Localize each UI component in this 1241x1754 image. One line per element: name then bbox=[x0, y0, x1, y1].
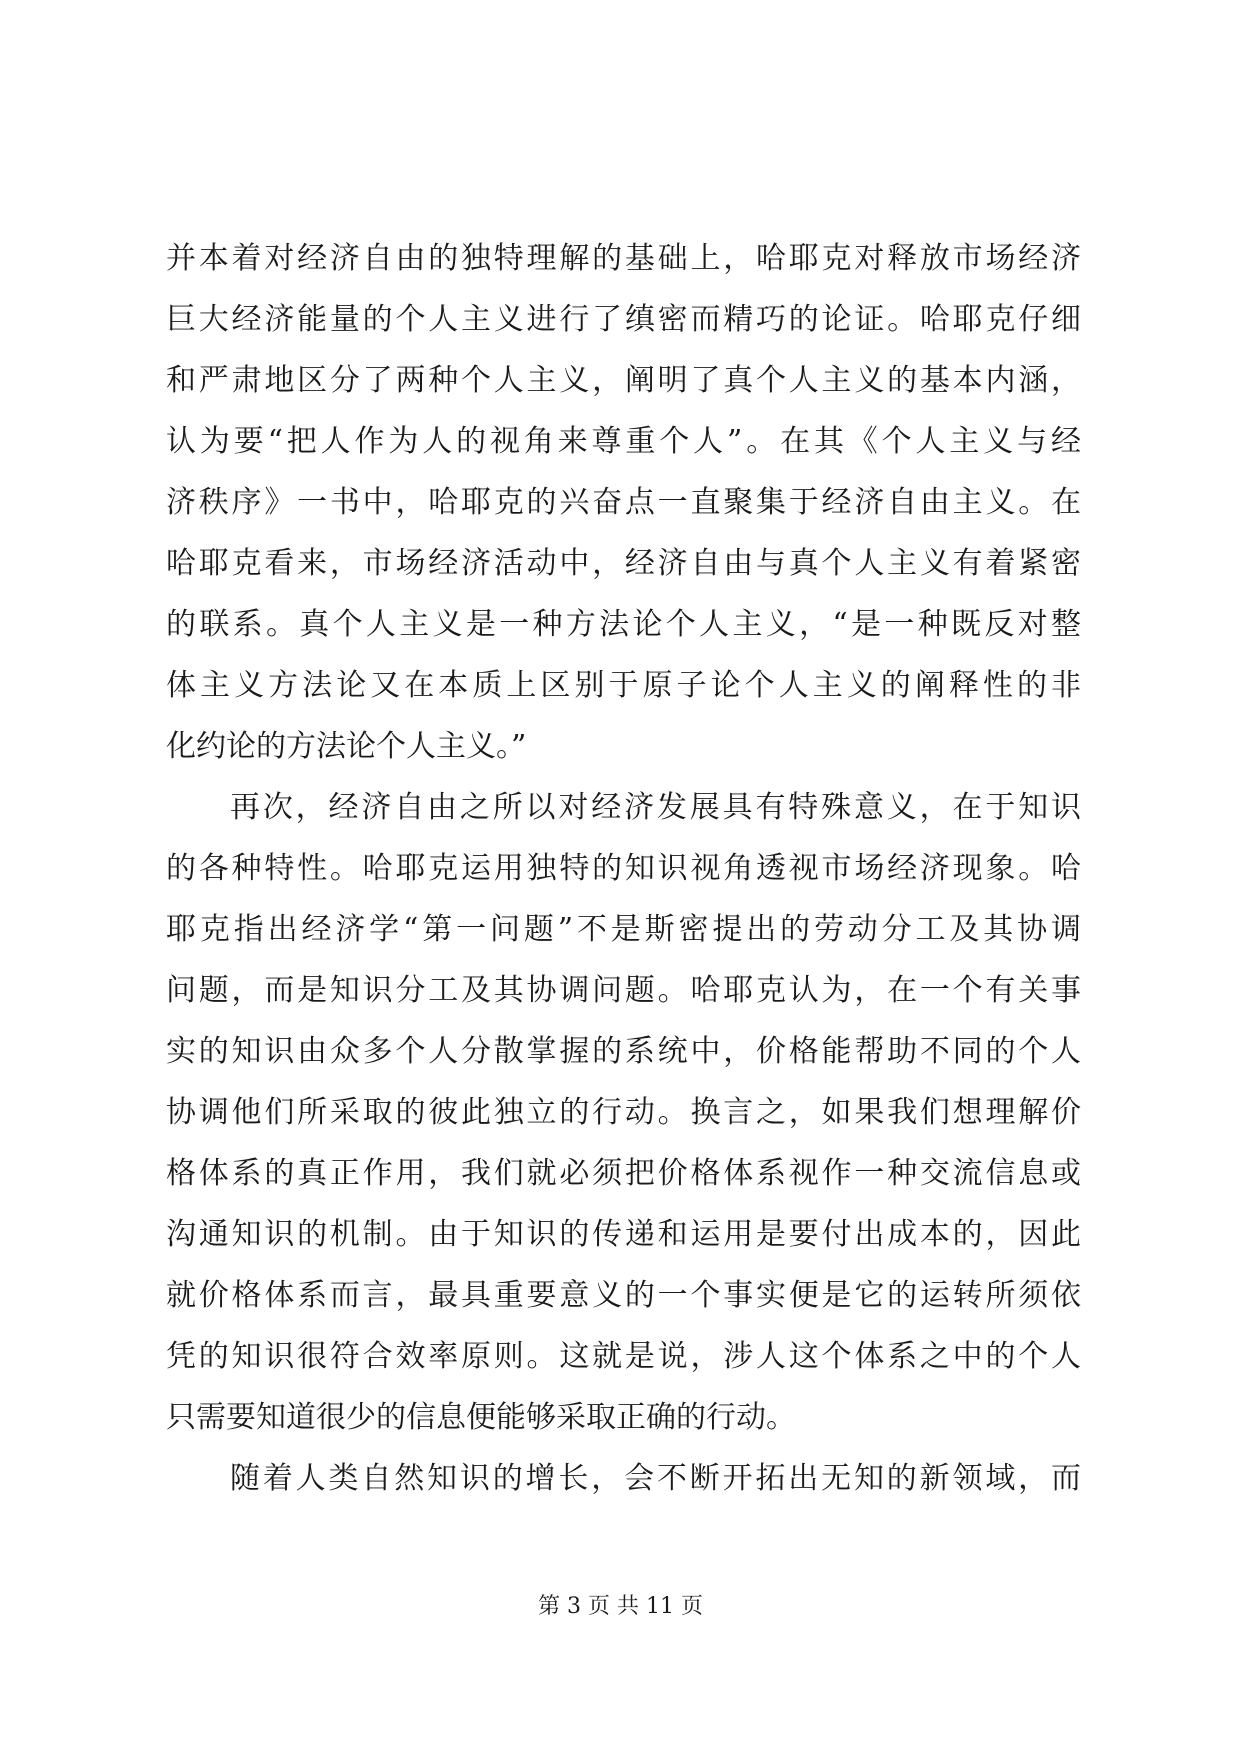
text-line: 并本着对经济自由的独特理解的基础上，哈耶克对释放市场经济 bbox=[166, 241, 1081, 276]
text-line: 凭的知识很符合效率原则。这就是说，涉人这个体系之中的个人 bbox=[166, 1339, 1081, 1374]
paragraph-3 bbox=[166, 1448, 1081, 1509]
text-line: 和严肃地区分了两种个人主义，阐明了真个人主义的基本内涵， bbox=[166, 363, 1081, 398]
text-line: 的联系。真个人主义是一种方法论个人主义，“是一种既反对整 bbox=[166, 607, 1081, 642]
page-number-footer: 第 3 页 共 11 页 bbox=[538, 1594, 703, 1619]
text-line: 格体系的真正作用，我们就必须把价格体系视作一种交流信息或 bbox=[166, 1156, 1081, 1191]
text-line: 就价格体系而言，最具重要意义的一个事实便是它的运转所须依 bbox=[166, 1278, 1081, 1313]
text-line: 体主义方法论又在本质上区别于原子论个人主义的阐释性的非 bbox=[166, 668, 1081, 703]
text-line: 实的知识由众多个人分散掌握的系统中，价格能帮助不同的个人 bbox=[166, 1034, 1081, 1069]
text-line: 只需要知道很少的信息便能够采取正确的行动。 bbox=[166, 1400, 796, 1435]
document-body bbox=[166, 228, 1081, 1509]
text-line: 哈耶克看来，市场经济活动中，经济自由与真个人主义有着紧密 bbox=[166, 546, 1081, 581]
text-line: 认为要“把人作为人的视角来尊重个人”。在其《个人主义与经 bbox=[166, 424, 1081, 459]
text-line: 随着人类自然知识的增长，会不断开拓出无知的新领域，而 bbox=[230, 1461, 1081, 1496]
text-line: 化约论的方法论个人主义。” bbox=[166, 729, 527, 764]
text-line: 问题，而是知识分工及其协调问题。哈耶克认为，在一个有关事 bbox=[166, 973, 1081, 1008]
paragraph-2 bbox=[166, 777, 1081, 1448]
paragraph-1 bbox=[166, 228, 1081, 777]
text-line: 的各种特性。哈耶克运用独特的知识视角透视市场经济现象。哈 bbox=[166, 851, 1081, 886]
text-line: 沟通知识的机制。由于知识的传递和运用是要付出成本的，因此 bbox=[166, 1217, 1081, 1252]
text-line: 再次，经济自由之所以对经济发展具有特殊意义，在于知识 bbox=[230, 790, 1081, 825]
text-line: 巨大经济能量的个人主义进行了缜密而精巧的论证。哈耶克仔细 bbox=[166, 302, 1081, 337]
text-line: 耶克指出经济学“第一问题”不是斯密提出的劳动分工及其协调 bbox=[166, 912, 1081, 947]
text-line: 济秩序》一书中，哈耶克的兴奋点一直聚集于经济自由主义。在 bbox=[166, 485, 1081, 520]
text-line: 协调他们所采取的彼此独立的行动。换言之，如果我们想理解价 bbox=[166, 1095, 1081, 1130]
